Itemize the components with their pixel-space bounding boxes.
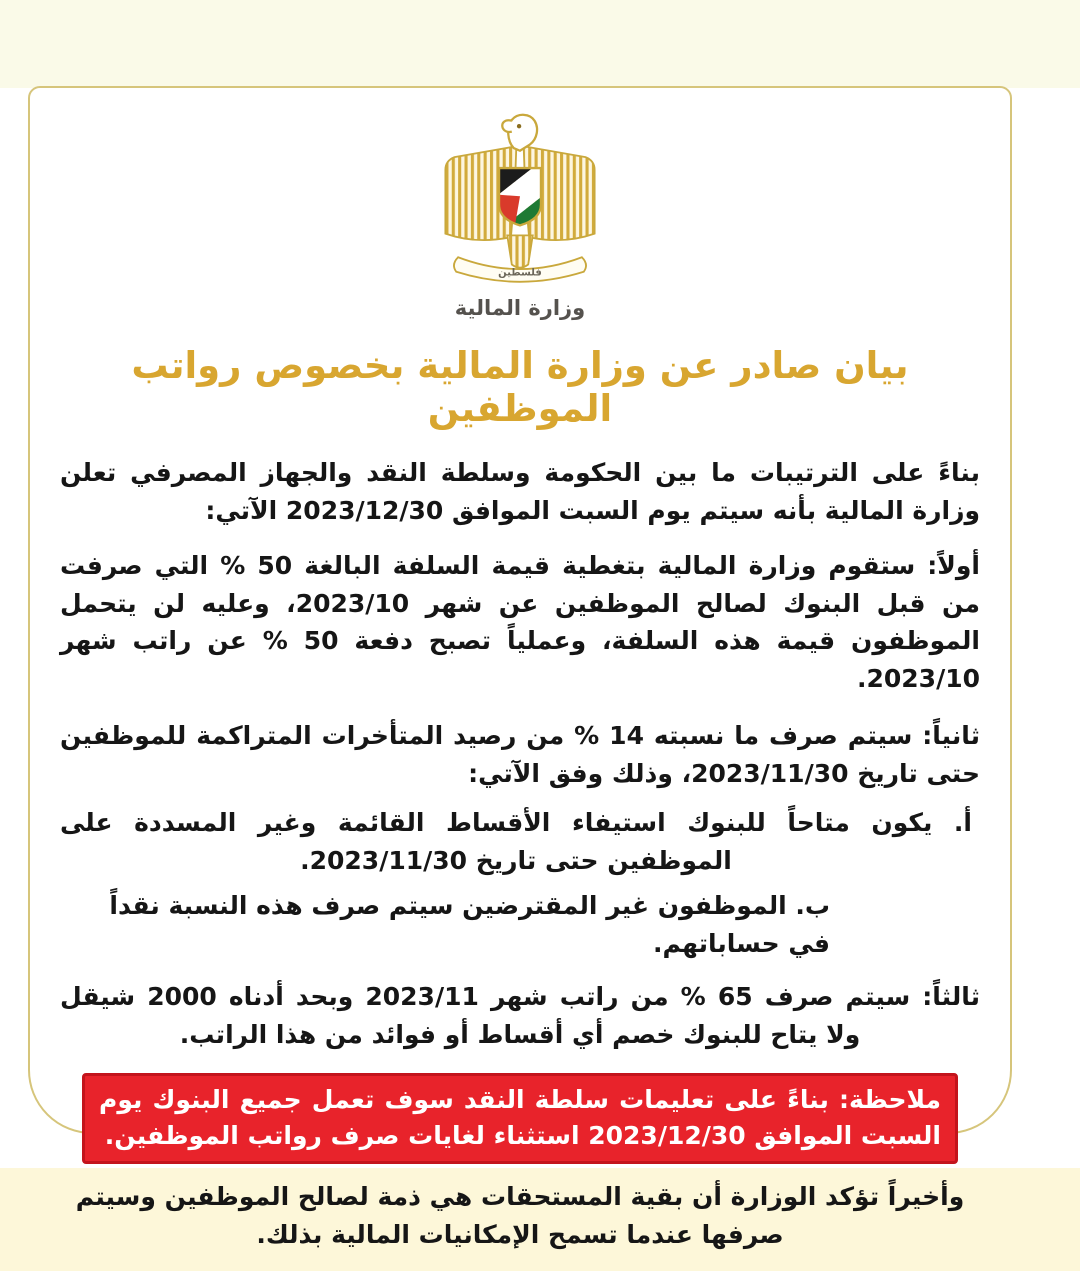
palestine-eagle-emblem-icon [415, 108, 625, 290]
ministry-name-label: وزارة المالية [454, 296, 586, 320]
clause-item-b: ب. الموظفون غير المقترضين سيتم صرف هذه النسبة نقداً في حساباتهم. [109, 891, 830, 958]
eagle-tail [507, 235, 532, 267]
clause-item-a: أ. يكون متاحاً للبنوك استيفاء الأقساط القائمة وغير المسددة على الموظفين حتى تاريخ 2023/11/30. [60, 808, 972, 875]
closing-paragraph: وأخيراً تؤكد الوزارة أن بقية المستحقات هي ذمة لصالح الموظفين وسيتم صرفها عندما تسمح الإمكانيات المالية بذلك. [75, 1182, 965, 1249]
clause-second: ثانياً: سيتم صرف ما نسبته 14 % من رصيد المتأخرات المتراكمة للموظفين حتى تاريخ 2023/11/30، وذلك وفق الآتي: [60, 721, 980, 788]
eagle-eye [517, 124, 521, 128]
emblem [60, 108, 980, 320]
banner-text: فلسطين [498, 267, 542, 279]
statement-title: بيان صادر عن وزارة المالية بخصوص رواتب الموظفين [131, 344, 909, 430]
clause-third: ثالثاً: سيتم صرف 65 % من راتب شهر 2023/11 وبحد أدناه 2000 شيقل ولا يتاح للبنوك خصم أي أقساط أو فوائد من هذا الراتب. [60, 982, 980, 1049]
top-cream-band [0, 0, 1080, 88]
intro-paragraph: بناءً على الترتيبات ما بين الحكومة وسلطة النقد والجهاز المصرفي تعلن وزارة المالية بأنه سيتم يوم السبت الموافق 2023/12/30 الآتي: [60, 458, 980, 525]
statement-card [28, 86, 1012, 1249]
eagle-beak-icon [502, 120, 512, 132]
note-box [82, 1073, 958, 1164]
clause-first: أولاً: ستقوم وزارة المالية بتغطية قيمة السلفة البالغة 50 % التي صرفت من قبل البنوك لصالح الموظفين عن شهر 2023/10، وعليه لن يتحمل الموظفون قيمة هذه السلفة، وعملياً تصبح دفعة 50 % عن راتب شهر 2023/10. [60, 551, 981, 693]
eagle-head-icon [508, 115, 537, 151]
note-text: ملاحظة: بناءً على تعليمات سلطة النقد سوف تعمل جميع البنوك يوم السبت الموافق 2023/12/30 استثناء لغايات صرف رواتب الموظفين. [99, 1085, 941, 1150]
